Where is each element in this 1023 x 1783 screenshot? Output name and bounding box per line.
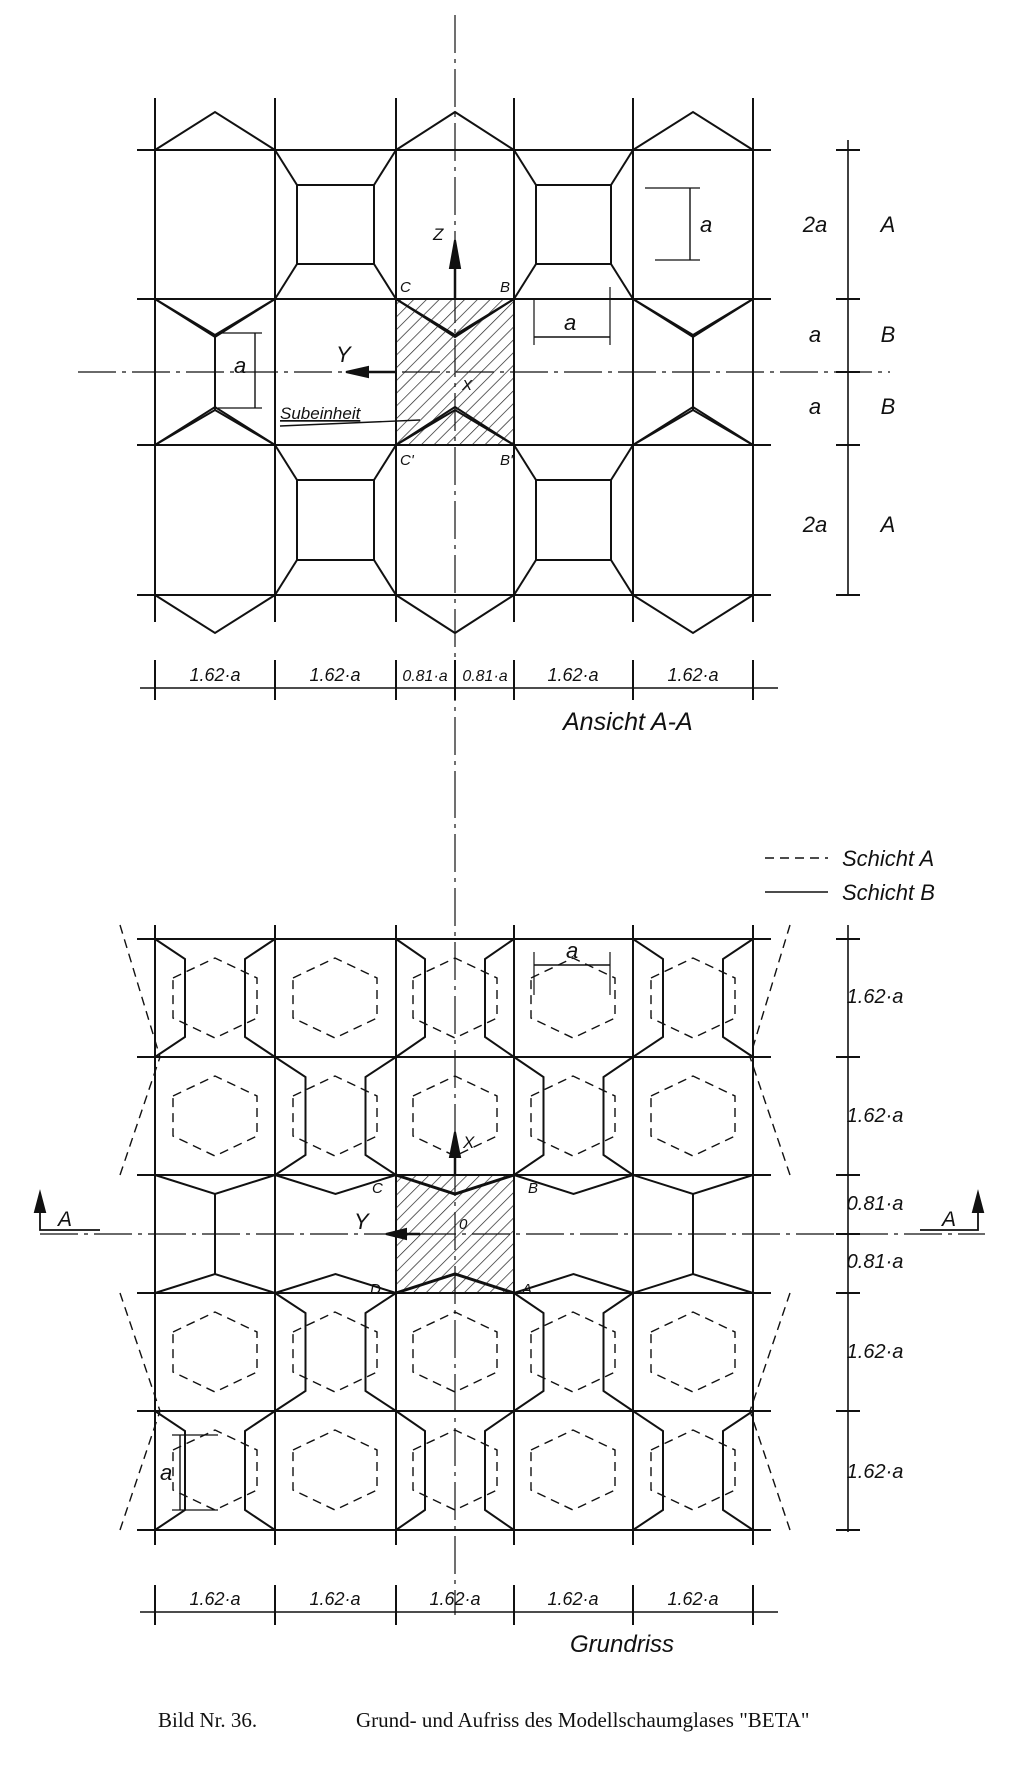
bottom-dashed-edge [750, 1057, 790, 1175]
bottom-view-title: Grundriss [570, 1631, 675, 1658]
legend-label-layer-a: Schicht A [842, 846, 935, 871]
section-marker-right-arrowhead [973, 1193, 983, 1212]
top-square-cell [536, 480, 611, 560]
bottom-dashed-hexagon [293, 958, 377, 1038]
top-dim-a-center-label: a [564, 310, 577, 335]
top-middle-v [155, 299, 275, 335]
bottom-right-dim-label: 0.81·a [846, 1251, 904, 1273]
top-view-title: Ansicht A-A [563, 708, 693, 736]
bottom-bottom-dim-label: 1.62·a [667, 1589, 719, 1609]
bottom-bottom-dim-label: 1.62·a [309, 1589, 361, 1609]
bottom-bottom-dim-labels [189, 1589, 718, 1609]
top-square-cell [297, 480, 374, 560]
bottom-origin-label: 0 [459, 1216, 468, 1233]
bottom-solid-cell [604, 1293, 634, 1411]
bottom-view [35, 780, 985, 1625]
top-middle-v [633, 299, 753, 335]
bottom-axis-x-label: X [463, 1133, 475, 1152]
bottom-solid-cell [245, 939, 275, 1057]
bottom-dashed-edge [750, 1411, 790, 1530]
bottom-dashed-hexagon [531, 1430, 615, 1510]
top-square-cell [536, 185, 611, 264]
bottom-solid-cell [723, 1411, 753, 1530]
bottom-solid-v [155, 1274, 275, 1293]
bottom-point-a: A [522, 1281, 533, 1298]
top-right-dim-label: a [808, 322, 822, 347]
bottom-bottom-dim-label: 1.62·a [189, 1589, 241, 1609]
bottom-dashed-hexagon [531, 958, 615, 1038]
section-marker-left-arrowhead [35, 1193, 45, 1212]
bottom-solid-cell [633, 939, 663, 1057]
bottom-solid-v [633, 1274, 753, 1293]
top-cell-diagonal [374, 150, 396, 185]
top-dim-a-right-label: a [700, 212, 713, 237]
top-cell-diagonal [374, 560, 396, 595]
top-cell-diagonal [275, 445, 297, 480]
bottom-bottom-dim-label: 1.62·a [547, 1589, 599, 1609]
top-y-arrowhead [346, 367, 368, 377]
bottom-point-c: C [372, 1180, 383, 1197]
top-right-dim-label: a [808, 394, 822, 419]
bottom-solid-cell [723, 939, 753, 1057]
bottom-solid-cell [633, 1411, 663, 1530]
bottom-bottom-dim-label: 1.62·a [429, 1589, 481, 1609]
top-cell-diagonal [514, 445, 536, 480]
top-cell-peak [155, 112, 275, 150]
top-bottom-dim-label: 1.62·a [309, 665, 361, 685]
bottom-right-dim-label: 1.62·a [846, 1341, 904, 1363]
top-axis-z-label: Z [433, 225, 444, 244]
bottom-right-dim-label: 1.62·a [846, 1105, 904, 1127]
top-axis-x-label: X [462, 377, 473, 394]
bottom-dashed-hexagon [293, 1430, 377, 1510]
top-point-c-prime: C' [400, 452, 414, 469]
bottom-solid-cell [396, 939, 425, 1057]
top-right-dim-label: 2a [802, 212, 828, 237]
bottom-axis-y-label: Y [354, 1209, 369, 1234]
top-cell-valley [633, 595, 753, 633]
top-cell-diagonal [374, 264, 396, 299]
top-cell-diagonal [275, 560, 297, 595]
bottom-solid-v [633, 1175, 753, 1194]
bottom-solid-cell [604, 1057, 634, 1175]
top-bottom-dim-label: 1.62·a [547, 665, 599, 685]
bottom-x-arrowhead [450, 1132, 460, 1157]
top-cell-peak [155, 407, 275, 445]
top-subunit-label: Subeinheit [280, 404, 361, 423]
top-cell-diagonal [514, 150, 536, 185]
bottom-dim-a-top-label: a [566, 938, 579, 963]
top-middle-v [633, 410, 753, 445]
bottom-dashed-hexagon [651, 1312, 735, 1392]
bottom-solid-cell [245, 1411, 275, 1530]
top-cell-diagonal [611, 264, 633, 299]
top-cell-diagonal [275, 150, 297, 185]
top-bottom-dim-label: 0.81·a [402, 668, 448, 685]
top-cell-valley [633, 299, 753, 337]
top-dim-a-left-label: a [234, 353, 247, 378]
section-label-right: A [942, 1208, 957, 1231]
top-layer-letter: A [880, 512, 896, 537]
bottom-right-dim-label: 1.62·a [846, 986, 904, 1008]
top-point-c: C [400, 279, 411, 296]
bottom-right-dim-label: 0.81·a [846, 1193, 904, 1215]
top-point-b: B [500, 279, 511, 296]
bottom-solid-cell [514, 1293, 544, 1411]
top-cell-diagonal [611, 445, 633, 480]
bottom-solid-cell [485, 1411, 514, 1530]
bottom-solid-cell [396, 1411, 425, 1530]
top-axis-y-label: Y [336, 342, 351, 367]
top-layer-letter: B [880, 394, 896, 419]
bottom-dashed-edge [750, 1293, 790, 1411]
top-bottom-dim-ticks [155, 660, 753, 700]
top-bottom-dim-label: 0.81·a [462, 668, 508, 685]
top-cell-diagonal [374, 445, 396, 480]
top-bottom-dim-label: 1.62·a [667, 665, 719, 685]
bottom-dashed-hexagon [173, 1312, 257, 1392]
bottom-solid-cell [366, 1293, 397, 1411]
bottom-dashed-edge [750, 925, 790, 1057]
bottom-solid-cell [155, 939, 185, 1057]
top-layer-letter: A [880, 212, 896, 237]
bottom-dashed-hexagon [173, 1076, 257, 1156]
top-cell-valley [155, 299, 275, 337]
bottom-solid-cell [485, 939, 514, 1057]
bottom-solid-v [155, 1175, 275, 1194]
top-middle-v [155, 410, 275, 445]
bottom-right-dim-label: 1.62·a [846, 1461, 904, 1483]
top-cell-valley [155, 595, 275, 633]
top-layer-letter: B [880, 322, 896, 347]
top-cell-peak [633, 112, 753, 150]
top-cell-diagonal [514, 264, 536, 299]
bottom-solid-cell [275, 1057, 306, 1175]
bottom-point-d: D [370, 1281, 381, 1298]
bottom-solid-cell [366, 1057, 397, 1175]
bottom-dim-a-left-label: a [160, 1460, 173, 1485]
bottom-y-arrowhead [386, 1229, 406, 1239]
bottom-solid-cell [514, 1057, 544, 1175]
top-point-b-prime: B' [500, 452, 513, 469]
top-cell-diagonal [275, 264, 297, 299]
caption-text: Grund- und Aufriss des Modellschaumglases "BETA" [356, 1708, 810, 1732]
top-cell-peak [633, 407, 753, 445]
top-bottom-dim-label: 1.62·a [189, 665, 241, 685]
caption-number: Bild Nr. 36. [158, 1708, 258, 1732]
section-label-left: A [58, 1208, 73, 1231]
bottom-point-b: B [528, 1180, 539, 1197]
top-z-arrowhead [450, 240, 460, 268]
top-right-dim-label: 2a [802, 512, 828, 537]
top-square-cell [297, 185, 374, 264]
top-cell-diagonal [514, 560, 536, 595]
top-cell-diagonal [611, 150, 633, 185]
bottom-dashed-hexagon [651, 1076, 735, 1156]
legend-label-layer-b: Schicht B [842, 880, 935, 905]
bottom-solid-cell [275, 1293, 306, 1411]
top-cell-diagonal [611, 560, 633, 595]
